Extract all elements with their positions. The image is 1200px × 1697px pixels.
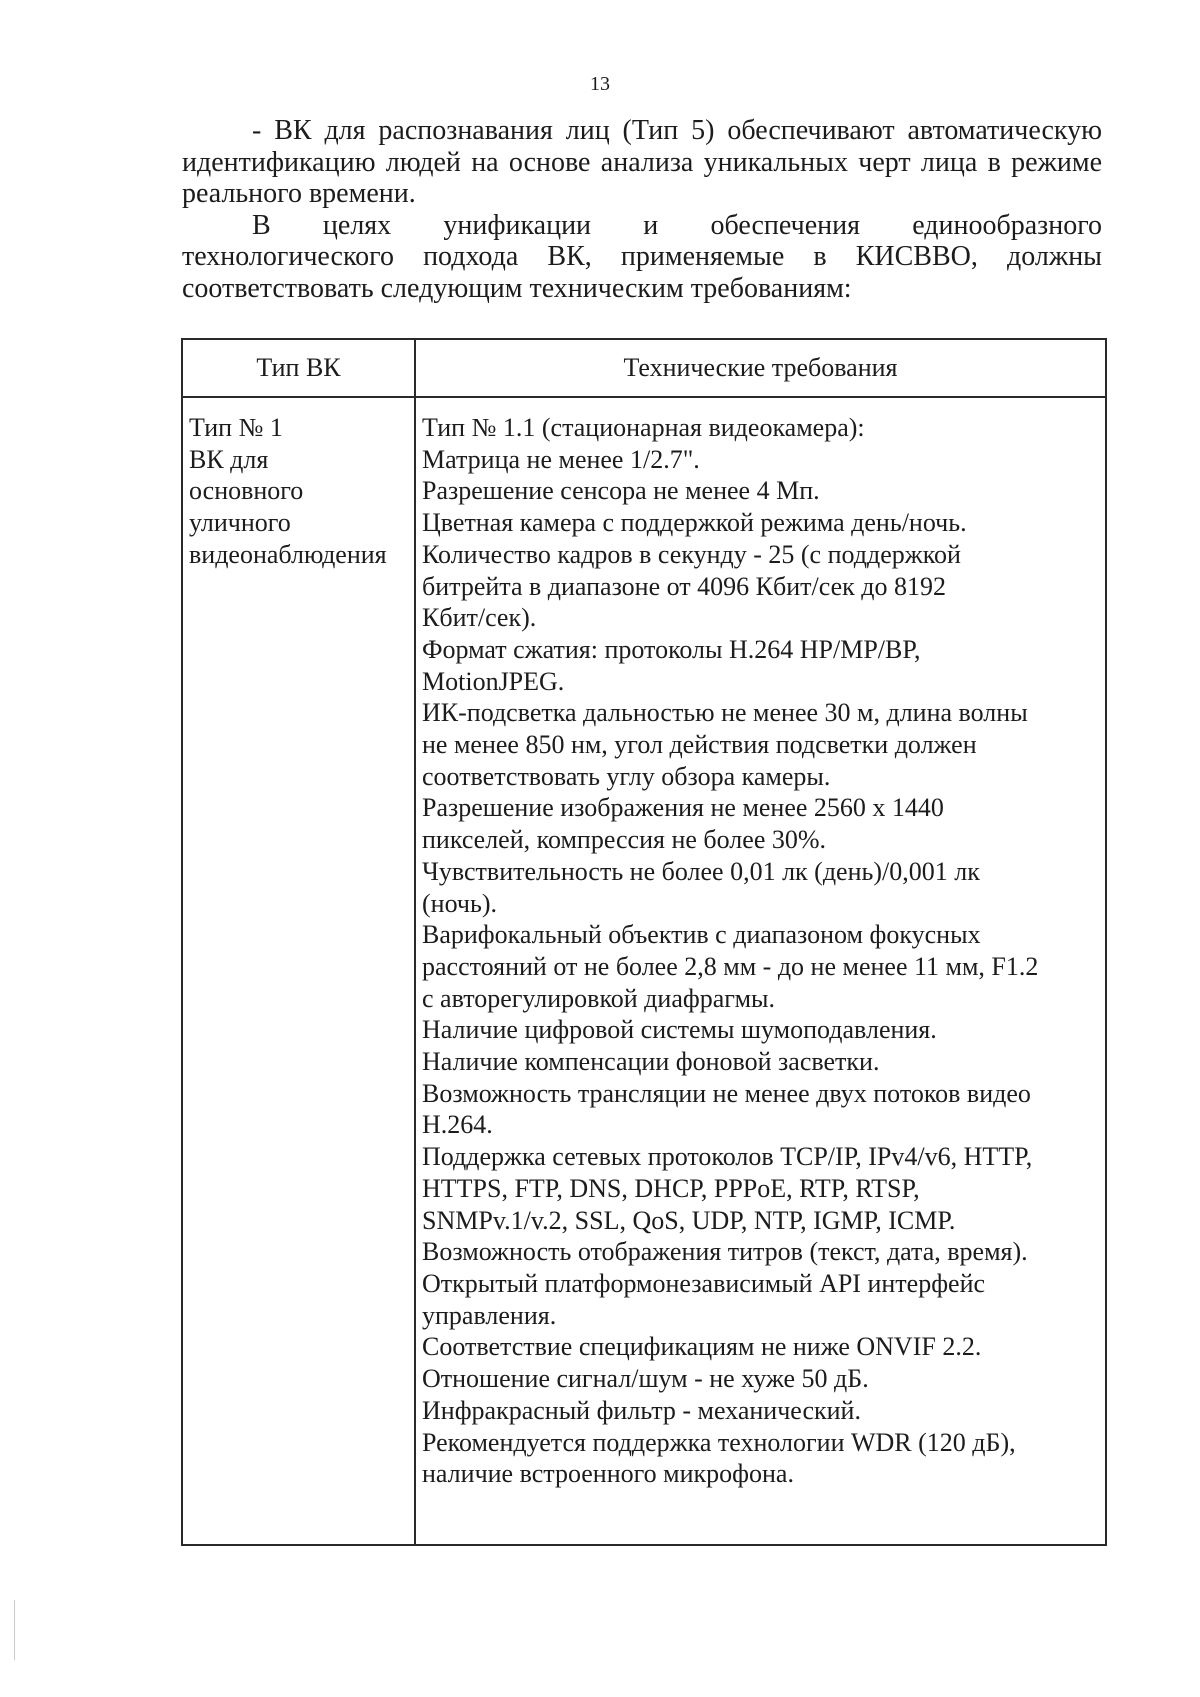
text-line: В целях унификации и обеспечения единообразного	[252, 209, 1102, 241]
requirement-line: Варифокальный объектив с диапазоном фокусных	[422, 920, 981, 950]
header-type: Тип ВК	[182, 339, 415, 397]
requirement-line: HTTPS, FTP, DNS, DHCP, PPPoE, RTP, RTSP,	[422, 1173, 920, 1203]
table-header-row	[182, 339, 1106, 397]
scan-artifact	[14, 1600, 15, 1660]
requirement-line: Возможность трансляции не менее двух потоков видео	[422, 1078, 1031, 1108]
requirement-line: MotionJPEG.	[422, 666, 565, 696]
type-cell	[182, 397, 415, 1545]
table-row	[182, 397, 1106, 1545]
type-line: ВК для	[189, 444, 269, 474]
requirement-line: битрейта в диапазоне от 4096 Кбит/сек до 8192	[422, 571, 946, 601]
header-requirements: Технические требования	[415, 339, 1106, 397]
requirement-line: Количество кадров в секунду - 25 (с поддержкой	[422, 539, 961, 569]
requirements-cell	[415, 397, 1106, 1545]
requirement-line: Возможность отображения титров (текст, дата, время).	[422, 1237, 1028, 1267]
requirement-line: Кбит/сек).	[422, 603, 537, 633]
text-line: технологического подхода ВК, применяемые в КИСВВО, должны	[182, 241, 1102, 273]
text-line: реального времени.	[182, 178, 416, 210]
paragraph-requirements-intro	[182, 210, 1102, 305]
requirement-line: Чувствительность не более 0,01 лк (день)/0,001 лк	[422, 856, 980, 886]
page-number: 13	[590, 73, 610, 95]
paragraph-face-recognition	[182, 115, 1102, 210]
type-line: Тип № 1	[189, 413, 283, 442]
text-line: соответствовать следующим техническим требованиям:	[182, 272, 852, 304]
requirement-line: Поддержка сетевых протоколов TCP/IP, IPv4/v6, HTTP,	[422, 1142, 1033, 1172]
requirement-line: наличие встроенного микрофона.	[422, 1459, 794, 1489]
text-line: - ВК для распознавания лиц (Тип 5) обеспечивают автоматическую	[252, 115, 1102, 146]
requirement-line: не менее 850 нм, угол действия подсветки должен	[422, 730, 977, 760]
requirement-line: Соответствие спецификациям не ниже ONVIF 2.2.	[422, 1332, 982, 1362]
requirement-line: Цветная камера с поддержкой режима день/ночь.	[422, 508, 967, 538]
requirement-line: Рекомендуется поддержка технологии WDR (120 дБ),	[422, 1427, 1016, 1457]
requirement-line: (ночь).	[422, 888, 497, 918]
requirement-line: с авторегулировкой диафрагмы.	[422, 983, 775, 1013]
requirement-line: Разрешение изображения не менее 2560 х 1440	[422, 793, 944, 823]
requirement-line: Наличие компенсации фоновой засветки.	[422, 1047, 880, 1077]
requirement-line: Тип № 1.1 (стационарная видеокамера):	[422, 413, 865, 442]
requirement-line: Разрешение сенсора не менее 4 Мп.	[422, 476, 820, 506]
requirement-line: пикселей, компрессия не более 30%.	[422, 825, 827, 855]
requirement-line: SNMPv.1/v.2, SSL, QoS, UDP, NTP, IGMP, ICMP.	[422, 1205, 956, 1235]
requirement-line: расстояний от не более 2,8 мм - до не менее 11 мм, F1.2	[422, 951, 1039, 981]
requirement-line: H.264.	[422, 1110, 493, 1140]
requirement-line: Открытый платформонезависимый API интерфейс	[422, 1268, 986, 1298]
type-line: видеонаблюдения	[189, 539, 387, 569]
requirement-line: соответствовать углу обзора камеры.	[422, 761, 831, 791]
requirement-line: Матрица не менее 1/2.7".	[422, 444, 700, 474]
requirement-line: ИК-подсветка дальностью не менее 30 м, длина волны	[422, 698, 1028, 728]
requirement-line: Отношение сигнал/шум - не хуже 50 дБ.	[422, 1364, 869, 1394]
requirement-line: Наличие цифровой системы шумоподавления.	[422, 1015, 937, 1045]
type-line: уличного	[189, 508, 291, 538]
requirements-table	[181, 338, 1107, 1546]
requirement-line: управления.	[422, 1300, 557, 1330]
text-line: идентификацию людей на основе анализа уникальных черт лица в режиме	[182, 146, 1102, 178]
intro-text	[182, 115, 1102, 305]
type-line: основного	[189, 476, 304, 506]
requirement-line: Инфракрасный фильтр - механический.	[422, 1395, 861, 1425]
requirement-line: Формат сжатия: протоколы H.264 HP/MP/BP,	[422, 634, 921, 664]
